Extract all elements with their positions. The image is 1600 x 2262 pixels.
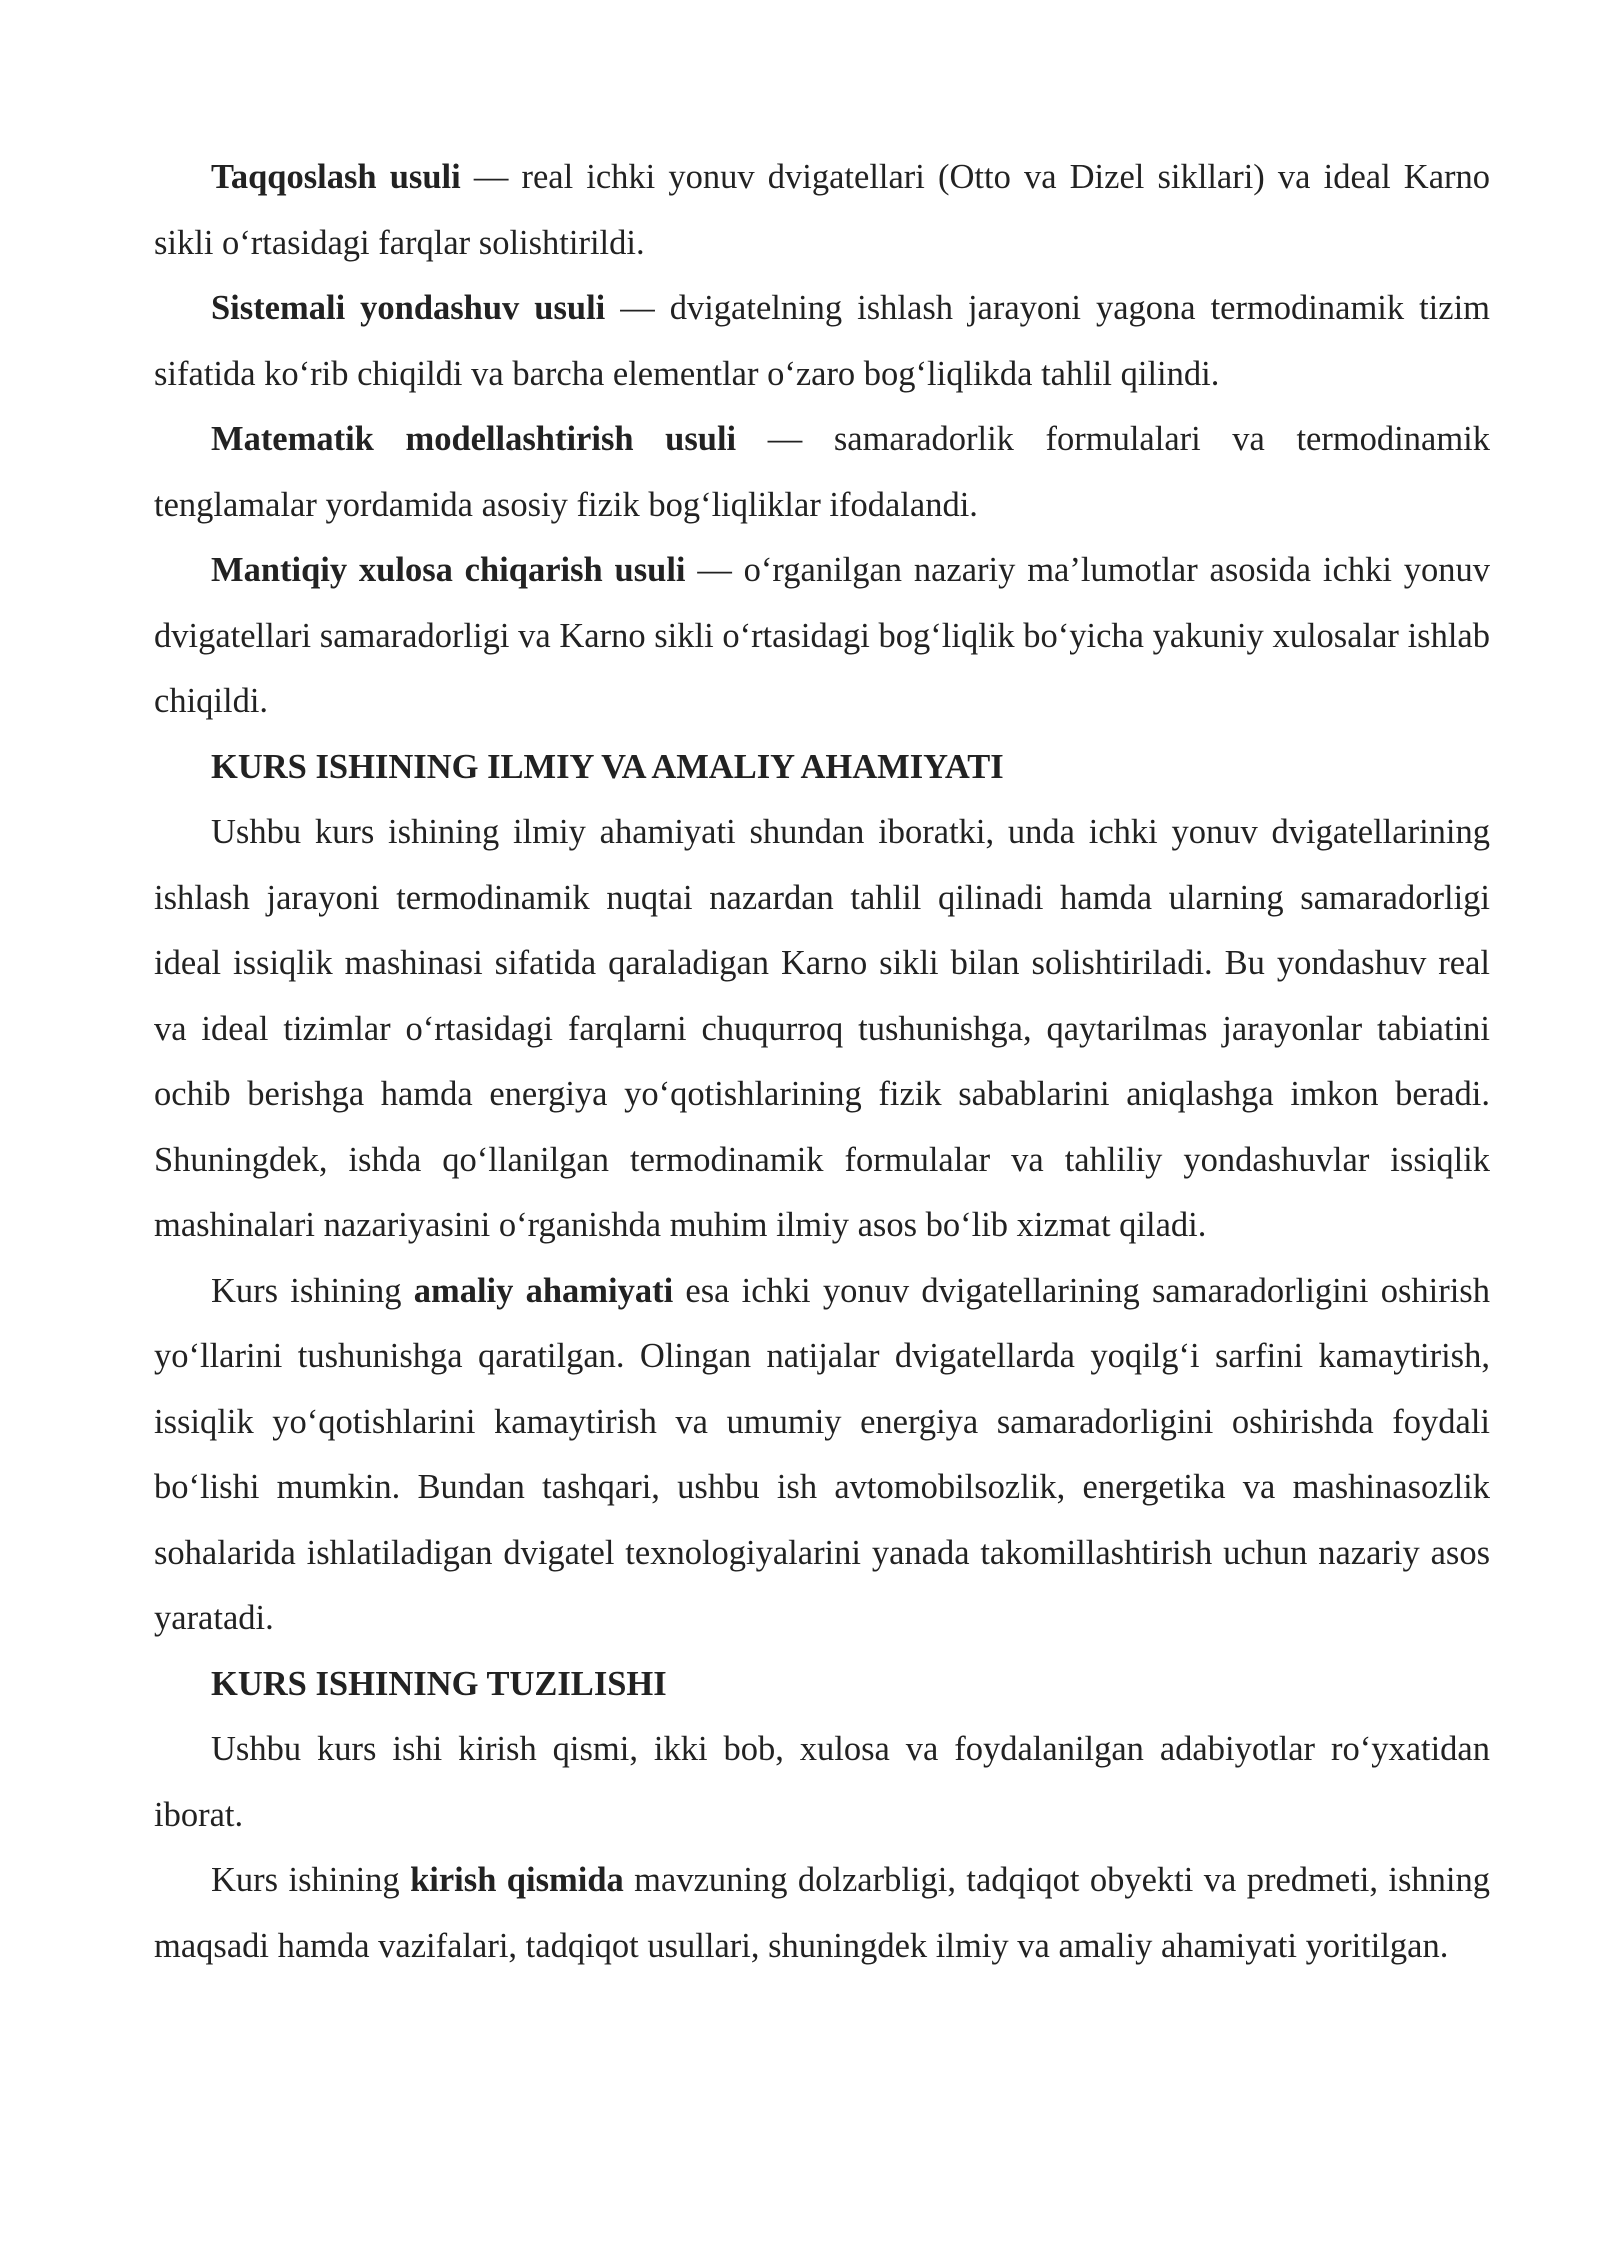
emphasis-term: amaliy ahamiyati [413, 1271, 674, 1310]
method-paragraph-conclusion [154, 538, 1490, 735]
method-description: — real ichki yonuv dvigatellari (Otto va Dizel sikllari) va ideal Karno sikli o‘rtasidagi farqlar solishtirildi. [154, 158, 1490, 262]
document-page [154, 145, 1490, 1979]
method-paragraph-systems [154, 276, 1490, 407]
practical-significance-paragraph [154, 1259, 1490, 1652]
structure-overview-paragraph: Ushbu kurs ishi kirish qismi, ikki bob, xulosa va foydalanilgan adabiyotlar ro‘yxatidan iborat. [154, 1730, 1490, 1834]
method-description: — dvigatelning ishlash jarayoni yagona termodinamik tizim sifatida ko‘rib chiqildi va barcha elementlar o‘zaro bog‘liqlikda tahlil qilindi. [154, 289, 1491, 393]
paragraph-text: esa ichki yonuv dvigatellarining samaradorligini oshirish yo‘llarini tushunishga qaratilgan. Olingan natijalar dvigatellarda yoqilg‘i sarfini kamaytirish, issiqlik yo‘qotishlarini kamaytirish va umumiy energiya samaradorligini oshirishda foydali bo‘lishi mumkin. Bundan tashqari, ushbu ish avtomobilsozlik, energetika va mashinasozlik sohalarida ishlatiladigan dvigatel texnologiyalarini yanada takomillashtirish uchun nazariy asos yaratadi. [154, 1271, 1490, 1637]
paragraph-text: Kurs ishining [211, 1271, 414, 1310]
method-paragraph-comparison [154, 145, 1490, 276]
section-heading-significance: KURS ISHINING ILMIY VA AMALIY AHAMIYATI [211, 747, 1004, 786]
method-description: — samaradorlik formulalari va termodinamik tenglamalar yordamida asosiy fizik bog‘liqliklar ifodalandi. [154, 420, 1490, 524]
section-heading-structure: KURS ISHINING TUZILISHI [211, 1664, 667, 1703]
method-term: Taqqoslash usuli [211, 158, 461, 196]
paragraph-text: mavzuning dolzarbligi, tadqiqot obyekti va predmeti, ishning maqsadi hamda vazifalari, tadqiqot usullari, shuningdek ilmiy va amaliy ahamiyati yoritilgan. [154, 1861, 1490, 1965]
method-term: Sistemali yondashuv usuli [211, 289, 606, 327]
scientific-significance-paragraph: Ushbu kurs ishining ilmiy ahamiyati shundan iboratki, unda ichki yonuv dvigatellarining ishlash jarayoni termodinamik nuqtai nazardan tahlil qilinadi hamda ularning samaradorligi ideal issiqlik mashinasi sifatida qaraladigan Karno sikli bilan solishtiriladi. Bu yondashuv real va ideal tizimlar o‘rtasidagi farqlarni chuqurroq tushunishga, qaytarilmas jarayonlar tabiatini ochib berishga hamda energiya yo‘qotishlarining fizik sabablarini aniqlashga imkon beradi. Shuningdek, ishda qo‘llanilgan termodinamik formulalar va tahliliy yondashuvlar issiqlik mashinalari nazariyasini o‘rganishda muhim ilmiy asos bo‘lib xizmat qiladi. [154, 813, 1490, 1244]
paragraph-text: Kurs ishining [211, 1861, 411, 1899]
method-term: Mantiqiy xulosa chiqarish usuli [211, 551, 686, 589]
method-term: Matematik modellashtirish usuli [211, 420, 737, 458]
emphasis-term: kirish qismida [410, 1861, 624, 1899]
method-description: — o‘rganilgan nazariy ma’lumotlar asosida ichki yonuv dvigatellari samaradorligi va Karno sikli o‘rtasidagi bog‘liqlik bo‘yicha yakuniy xulosalar ishlab chiqildi. [154, 551, 1490, 720]
introduction-content-paragraph [154, 1848, 1490, 1979]
method-paragraph-modelling [154, 407, 1490, 538]
